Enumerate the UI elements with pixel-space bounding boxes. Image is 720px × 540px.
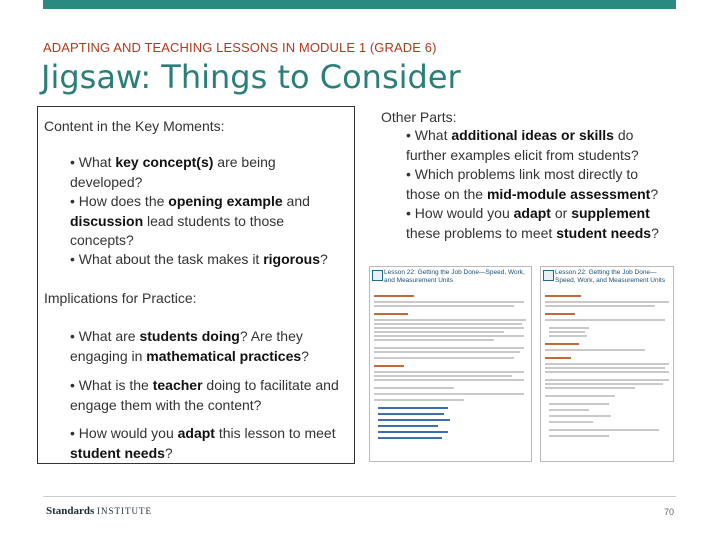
doc-title: Lesson 22: Getting the Job Done—Speed, Work, and Measurement Units [384,269,532,285]
slide-title: Jigsaw: Things to Consider [41,58,461,96]
top-accent-bar [43,0,676,9]
footer-divider [43,496,676,497]
implications-item-1: • What are students doing? Are they engaging in mathematical practices? [70,328,309,364]
doc-logo-icon [543,270,554,281]
implications-item-2: • What is the teacher doing to facilitate and engage them with the content? [70,377,339,413]
implications-heading: Implications for Practice: [44,290,197,306]
doc-logo-icon [372,270,383,281]
other-parts-item-2: • Which problems link most directly to those on the mid-module assessment? [406,166,659,202]
content-item-3: • What about the task makes it rigorous? [70,251,328,267]
content-item-1: • What key concept(s) are being developed? [70,154,276,190]
slide-kicker: ADAPTING AND TEACHING LESSONS IN MODULE 1 (GRADE 6) [43,40,437,55]
page-number: 70 [664,507,675,517]
implications-item-3: • How would you adapt this lesson to meet student needs? [70,425,336,461]
lesson-doc-thumbnail-1 [369,266,532,462]
other-parts-heading: Other Parts: [381,109,457,125]
doc-title: Lesson 22: Getting the Job Done—Speed, Work, and Measurement Units [555,269,673,285]
standards-institute-logo: Standards INSTITUTE [46,505,153,517]
content-heading: Content in the Key Moments: [44,118,225,134]
lesson-doc-thumbnail-2 [540,266,674,462]
other-parts-item-3: • How would you adapt or supplement these problems to meet student needs? [406,205,659,241]
content-item-2: • How does the opening example and discussion lead students to those concepts? [70,193,310,248]
other-parts-item-1: • What additional ideas or skills do further examples elicit from students? [406,127,639,163]
